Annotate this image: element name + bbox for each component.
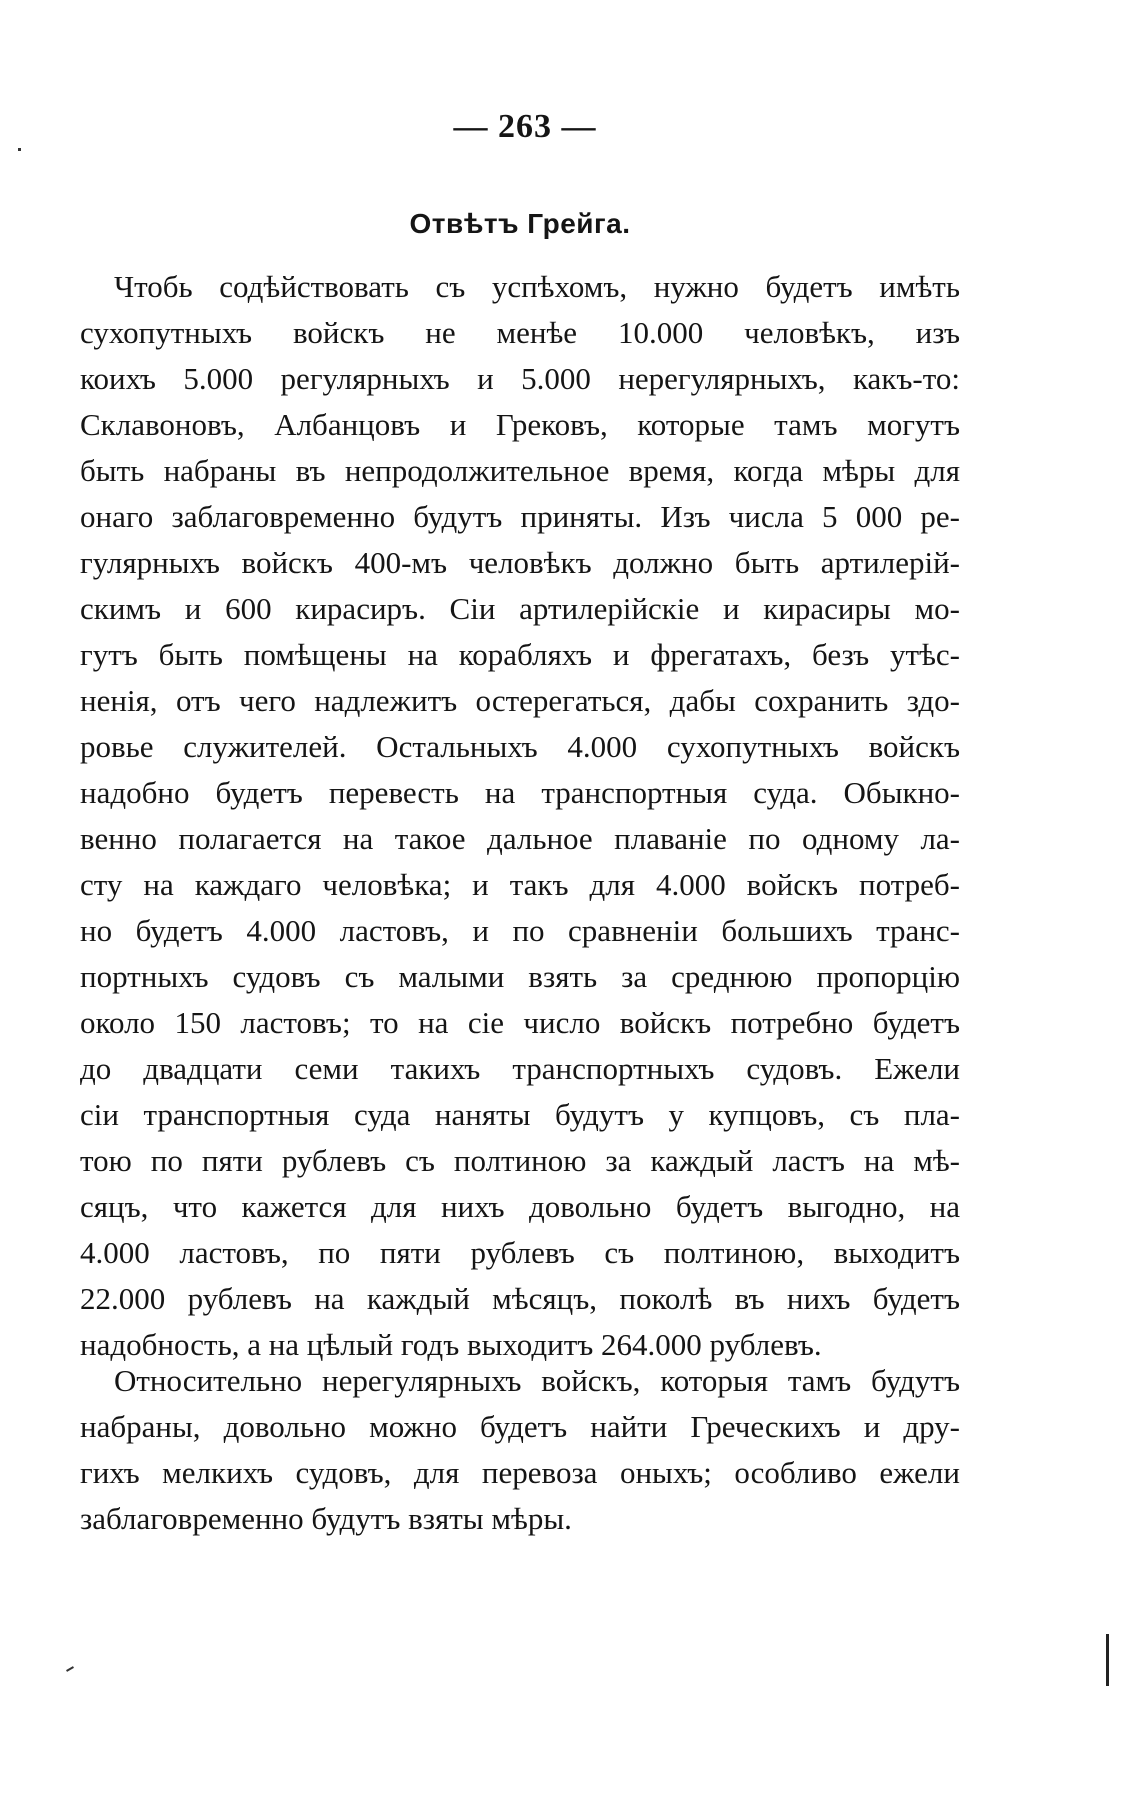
text-line: но будетъ 4.000 ластовъ, и по сравненіи большихъ транс- bbox=[80, 913, 960, 948]
text-line: портныхъ судовъ съ малыми взять за среднюю пропорцію bbox=[80, 959, 960, 994]
text-line: надобно будетъ перевесть на транспортныя суда. Обыкно- bbox=[80, 775, 960, 810]
text-line: сту на каждаго человѣка; и такъ для 4.000 войскъ потреб- bbox=[80, 867, 960, 902]
text-line: сухопутныхъ войскъ не менѣе 10.000 человѣкъ, изъ bbox=[80, 315, 960, 350]
paragraph-1 bbox=[80, 264, 960, 1368]
text-line: ненія, отъ чего надлежитъ остерегаться, дабы сохранить здо- bbox=[80, 683, 960, 718]
text-line: заблаговременно будутъ взяты мѣры. bbox=[80, 1501, 572, 1536]
text-line: 22.000 рублевъ на каждый мѣсяцъ, поколѣ въ нихъ будетъ bbox=[80, 1281, 960, 1316]
paragraph-2 bbox=[80, 1358, 960, 1542]
text-line: скимъ и 600 кирасиръ. Сіи артилерійскіе и кирасиры мо- bbox=[80, 591, 960, 626]
text-line: Относительно нерегулярныхъ войскъ, которыя тамъ будутъ bbox=[114, 1363, 960, 1398]
text-line: Склавоновъ, Албанцовъ и Грековъ, которые тамъ могутъ bbox=[80, 407, 960, 442]
text-line: гутъ быть помѣщены на корабляхъ и фрегатахъ, безъ утѣс- bbox=[80, 637, 960, 672]
scan-edge-mark bbox=[1106, 1634, 1109, 1686]
text-line: набраны, довольно можно будетъ найти Греческихъ и дру- bbox=[80, 1409, 960, 1444]
text-line: коихъ 5.000 регулярныхъ и 5.000 нерегулярныхъ, какъ-то: bbox=[80, 361, 960, 396]
text-line: Чтобь содѣйствовать съ успѣхомъ, нужно будетъ имѣть bbox=[114, 269, 960, 304]
text-line: 4.000 ластовъ, по пяти рублевъ съ полтиною, выходитъ bbox=[80, 1235, 960, 1270]
text-line: онаго заблаговременно будутъ приняты. Изъ числа 5 000 ре- bbox=[80, 499, 960, 534]
scan-speck bbox=[18, 148, 21, 151]
text-line: сіи транспортныя суда наняты будутъ у купцовъ, съ пла- bbox=[80, 1097, 960, 1132]
text-line: тою по пяти рублевъ съ полтиною за каждый ластъ на мѣ- bbox=[80, 1143, 960, 1178]
page-number: — 263 — bbox=[453, 108, 597, 145]
text-line: ровье служителей. Остальныхъ 4.000 сухопутныхъ войскъ bbox=[80, 729, 960, 764]
text-line: гулярныхъ войскъ 400-мъ человѣкъ должно быть артилерій- bbox=[80, 545, 960, 580]
text-line: венно полагается на такое дальное плаваніе по одному ла- bbox=[80, 821, 960, 856]
text-line: надобность, а на цѣлый годъ выходитъ 264.000 рублевъ. bbox=[80, 1327, 822, 1362]
scan-speck bbox=[66, 1666, 74, 1672]
text-line: быть набраны въ непродолжительное время, когда мѣры для bbox=[80, 453, 960, 488]
text-line: до двадцати семи такихъ транспортныхъ судовъ. Ежели bbox=[80, 1051, 960, 1086]
text-line: гихъ мелкихъ судовъ, для перевоза оныхъ; особливо ежели bbox=[80, 1455, 960, 1490]
section-heading: Отвѣтъ Грейга. bbox=[409, 208, 631, 239]
text-line: около 150 ластовъ; то на сіе число войскъ потребно будетъ bbox=[80, 1005, 960, 1040]
text-line: сяцъ, что кажется для нихъ довольно будетъ выгодно, на bbox=[80, 1189, 960, 1224]
